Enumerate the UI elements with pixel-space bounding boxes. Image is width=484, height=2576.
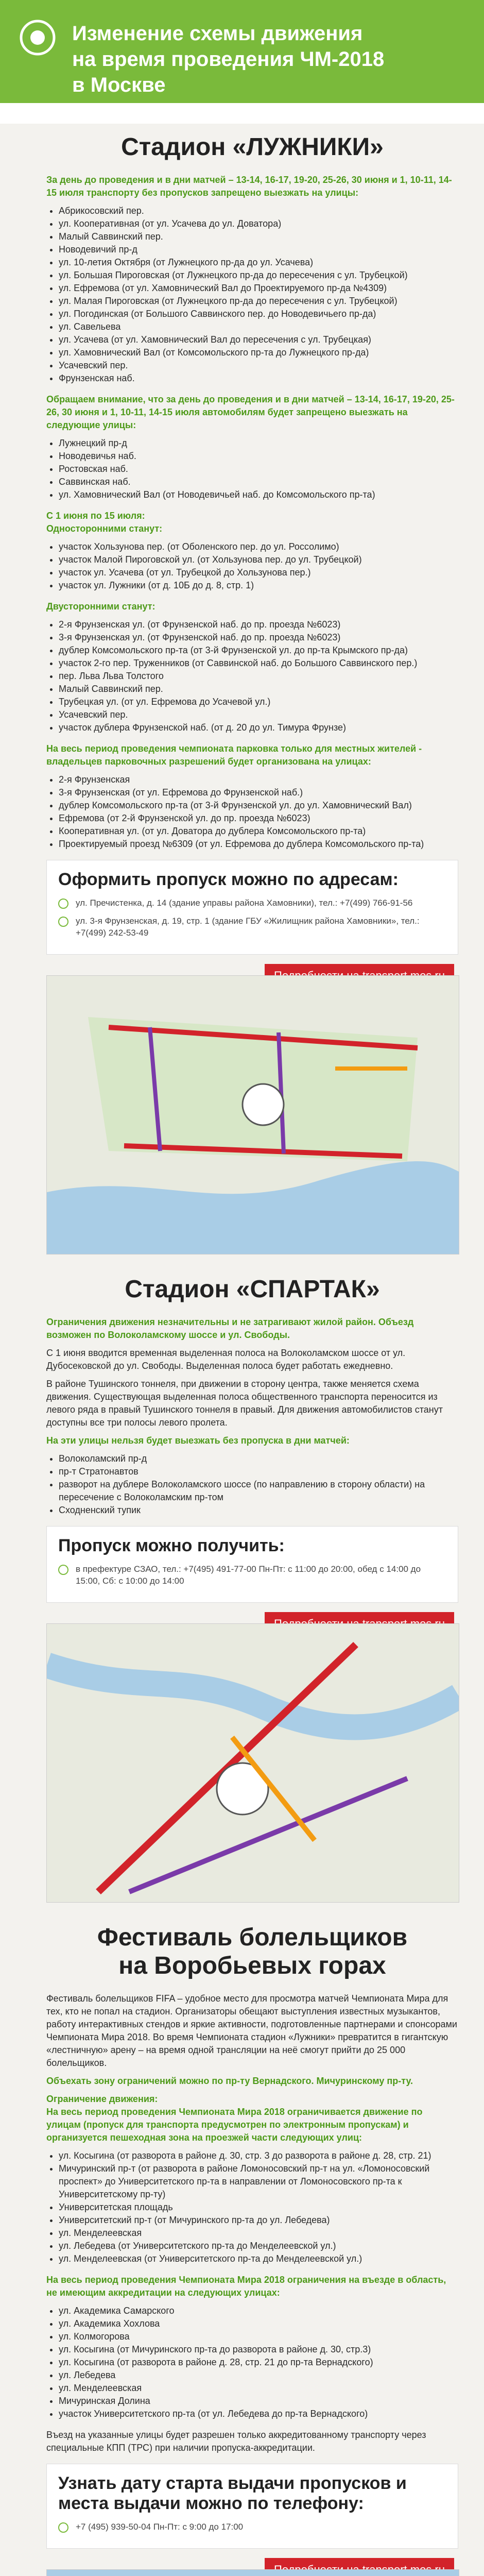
moscow-transport-logo-icon [20,20,56,56]
vorobyovy-phone: +7 (495) 939-50-04 Пн-Пт: с 9:00 до 17:00 [58,2521,446,2533]
vorobyovy-streets: • ул. Косыгина (от разворота в районе д. 30, стр. 3 до разворота в районе д. 28, стр. 21) • Мичуринский пр-т (от разворота в районе Ломоносовский пр-т на ул. «Ломоносовский проспект» до Университетского пр-та в направлении от Ломоносовского пр-та к Университетскому пр-ту) • Университетская площадь • Университетский пр-т (от Мичуринского пр-та до ул. Лебедева) • ул. Менделеевская • ул. Лебедева (от Университетского пр-та до Менделеевской ул.) • ул. Менделеевская (от Университетского пр-та до Менделеевской ул.) [46,2149,458,2265]
spartak-section [0,1275,484,1903]
luzhniki-address-2: ул. 3-я Фрунзенская, д. 19, стр. 1 (здание ГБУ «Жилищник района Хамовники», тел.: +7(499) 242-53-49 [58,915,446,939]
luzhniki-intro: За день до проведения и в дни матчей – 13-14, 16-17, 19-20, 25-26, 30 июня и 1, 10-11, 14-15 июля транспорту без пропусков запрещено выезжать на улицы: [46,175,452,198]
bullet-icon [58,899,68,909]
luzhniki-streets: • Абрикосовский пер. • ул. Кооперативная (от ул. Усачева до ул. Доватора) • Малый Саввинский пер. • Новодевичий пр-д • ул. 10-летия Октября (от Лужнецкого пр-да до ул. Усачева) • ул. Большая Пироговская (от Лужнецкого пр-да до пересечения с ул. Трубецкой) • ул. Ефремова (от ул. Хамовнический Вал до Проектируемого пр-да №4309) • ул. Малая Пироговская (от Лужнецкого пр-да до пересечения с ул. Трубецкой) • ул. Погодинская (от Большого Саввинского пер. до Новодевичьего пр-да) • ул. Савельева • ул. Усачева (от ул. Хамовнический Вал до пересечения с ул. Трубецкая) • ул. Хамовнический Вал (от Комсомольского пр-та до Лужнецкого пр-да) • Усачевский пер. • Фрунзенская наб. [46,205,458,385]
spartak-map [46,1623,459,1903]
spartak-pass-card [46,1526,458,1603]
luzhniki-pass-card [46,860,458,955]
luzhniki-map-svg [47,976,459,1254]
vorobyovy-map-svg [47,2570,459,2576]
luzhniki-p3: С 1 июня по 15 июля: Односторонними станут: [46,511,163,534]
bullet-icon [58,1565,68,1575]
vorobyovy-pass-title: Узнать дату старта выдачи пропусков и места выдачи можно по телефону: [58,2473,407,2513]
vorobyovy-title: Фестиваль болельщиков на Воробьевых горах [97,1924,408,1979]
luzhniki-title: Стадион «ЛУЖНИКИ» [121,133,384,161]
bullet-icon [58,2522,68,2533]
luzhniki-pass-title: Оформить пропуск можно по адресам: [58,870,399,889]
spartak-pass-title: Пропуск можно получить: [58,1536,285,1555]
spartak-p1: Ограничения движения незначительны и не затрагивают жилой район. Объезд возможен по Волоколамскому шоссе и ул. Свободы. [46,1317,414,1340]
vorobyovy-streets2: • ул. Академика Самарского • ул. Академика Хохлова • ул. Колмогорова • ул. Косыгина (от Мичуринского пр-та до разворота в районе д. 30, стр.3) • ул. Косыгина (от разворота в районе д. 28, стр. 21 до пр-та Вернадского) • ул. Лебедева • ул. Менделеевская • Мичуринская Долина • участок Университетского пр-та (от ул. Лебедева до пр-та Вернадского) [46,2304,458,2420]
vorobyovy-map [46,2569,459,2576]
spartak-address-1: в префектуре СЗАО, тел.: +7(495) 491-77-00 Пн-Пт: с 11:00 до 20:00, обед с 14:00 до 15:00, Сб: с 10:00 до 14:00 [58,1563,446,1587]
spartak-title: Стадион «СПАРТАК» [125,1276,380,1303]
vorobyovy-p5: Въезд на указанные улицы будет разрешен только аккредитованному транспорту через специальные КПП (ТРС) при наличии пропуска-аккредитации. [46,2430,426,2453]
luzhniki-map [46,975,459,1255]
vorobyovy-pass-card [46,2464,458,2549]
luzhniki-address-1: ул. Пречистенка, д. 14 (здание управы района Хамовники), тел.: +7(499) 766-91-56 [58,897,446,909]
header-banner [0,0,484,103]
vorobyovy-p2: Объехать зону ограничений можно по пр-ту Вернадского. Мичуринскому пр-ту. [46,2076,413,2086]
bullet-icon [58,917,68,927]
vorobyovy-p4: На весь период проведения Чемпионата Мира 2018 ограничения на въезде в область, не имеющим аккредитации на следующих улицах: [46,2275,446,2298]
hero-strip [0,103,484,124]
page-title: Изменение схемы движения на время проведения ЧМ-2018 в Москве [72,22,385,96]
spartak-map-svg [47,1624,459,1902]
luzhniki-section [0,133,484,1255]
luzhniki-p4: Двусторонними станут: [46,601,155,612]
spartak-p2: С 1 июня вводится временная выделенная полоса на Волоколамском шоссе от ул. Дубосековской до ул. Свободы. Выделенная полоса будет работать ежедневно. [46,1348,406,1371]
spartak-p4: На эти улицы нельзя будет выезжать без пропуска в дни матчей: [46,1435,350,1446]
vorobyovy-p3: Ограничение движения: На весь период проведения Чемпионата Мира 2018 ограничивается движение по улицам (пропуск для транспорта предусмотрен по электронным пропускам) и организуется пешеходная зона на проезжей части следующих улиц: [46,2094,423,2143]
luzhniki-p2: Обращаем внимание, что за день до проведения и в дни матчей – 13-14, 16-17, 19-20, 25-26, 30 июня и 1, 10-11, 14-15 июля автомобилям будет запрещено выезжать на следующие улицы: [46,394,455,430]
luzhniki-streets4: • 2-я Фрунзенская ул. (от Фрунзенской наб. до пр. проезда №6023) • 3-я Фрунзенская ул. (от Фрунзенской наб. до пр. проезда №6023) • дублер Комсомольского пр-та (от 3-й Фрунзенской ул. до пр-та Крымского пр-да) • участок 2-го пер. Труженников (от Саввинской наб. до Большого Саввинского пер.) • пер. Льва Льва Толстого • Малый Саввинский пер. • Трубецкая ул. (от ул. Ефремова до Усачевой ул.) • Усачевский пер. • участок дублера Фрунзенской наб. (от д. 20 до ул. Тимура Фрунзе) [46,618,458,734]
luzhniki-streets3: • участок Хользунова пер. (от Оболенского пер. до ул. Россолимо) • участок Малой Пироговской ул. (от Хользунова пер. до ул. Трубецкой) • участок ул. Усачева (от ул. Трубецкой до Хользунова пер.) • участок ул. Лужники (от д. 10Б до д. 8, стр. 1) [46,540,458,592]
vorobyovy-section [0,1923,484,2576]
luzhniki-streets2: • Лужнецкий пр-д • Новодевичья наб. • Ростовская наб. • Саввинская наб. • ул. Хамовнический Вал (от Новодевичьей наб. до Комсомольского пр-та) [46,437,458,501]
luzhniki-p5: На весь период проведения чемпионата парковка только для местных жителей - владельцев парковочных разрешений будет организована на улицах: [46,743,422,767]
spartak-p3: В районе Тушинского тоннеля, при движении в сторону центра, также меняется схема движения. Существующая выделенная полоса общественного транспорта переносится из левого ряда в правый Тушинского тоннеля в правый. Для движения автомобилистов станут доступны все три полосы левого пролета. [46,1379,443,1428]
vorobyovy-p1: Фестиваль болельщиков FIFA – удобное место для просмотра матчей Чемпионата Мира для тех, кто не попал на стадион. Организаторы обещают выступления известных музыкантов, работу интерактивных стендов и яркие активности, подготовленные партнерами и спонсорами Чемпионата Мира 2018. Во время Чемпионата стадион «Лужники» превратится в гигантскую «лестничную» арену – на время одной трансляции на неё смогут прийти до 25 000 болельщиков. [46,1993,457,2068]
luzhniki-streets5: • 2-я Фрунзенская • 3-я Фрунзенская (от ул. Ефремова до Фрунзенской наб.) • дублер Комсомольского пр-та (от 3-й Фрунзенской ул. до ул. Хамовнический Вал) • Ефремова (от 2-й Фрунзенской ул. до пр. проезда №6023) • Кооперативная ул. (от ул. Доватора до дублера Комсомольского пр-та) • Проектируемый проезд №6309 (от ул. Ефремова до дублера Комсомольского пр-та) [46,773,458,851]
spartak-streets: • Волоколамский пр-д • пр-т Стратонавтов • разворот на дублере Волоколамского шоссе (по направлению в сторону области) на пересечение с Волоколамским пр-том • Сходненский тупик [46,1452,458,1517]
